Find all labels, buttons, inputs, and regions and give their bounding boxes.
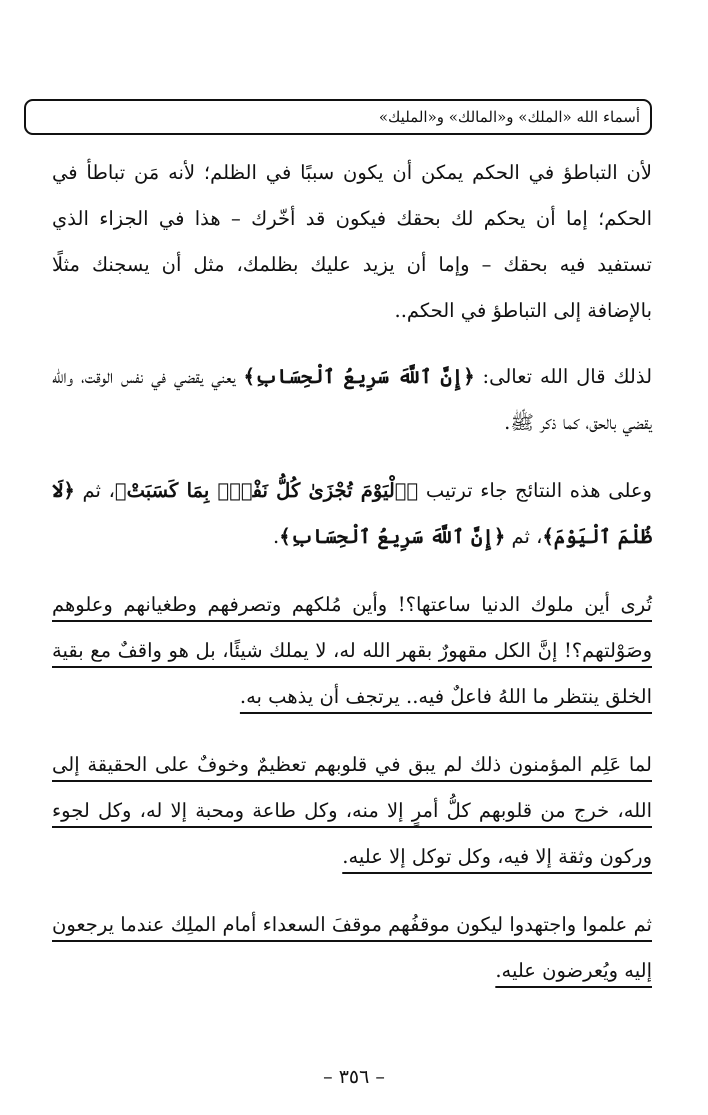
paragraph-3-text-start: وعلى هذه النتائج جاء ترتيب	[418, 479, 652, 502]
paragraph-4-underlined: تُرى أين ملوك الدنيا ساعتها؟! وأين مُلكهم وتصرفهم وطغيانهم وعلوهم وصَوْلتهم؟! إنَّ الكل مقهورٌ بقهر الله له، لا يملك شيئًا، بل هو واقفٌ مع بقية الخلق ينتظر ما اللهُ فاعلٌ فيه.. يرتجف أن يذهب به.	[52, 593, 652, 708]
paragraph-3-connector: ، ثم	[505, 525, 543, 548]
paragraph-3-connector: ، ثم	[74, 479, 115, 502]
page-number: – ٣٥٦ –	[323, 1066, 385, 1088]
paragraph-5-underlined: لما عَلِم المؤمنون ذلك لم يبق في قلوبهم تعظيمٌ وخوفٌ على الحقيقة إلى الله، خرج من قلوبهم كلُّ أمرٍ إلا منه، وكل طاعة ومحبة إلا له، وكل لجوء وركون وثقة إلا فيه، وكل توكل إلا عليه.	[52, 753, 652, 868]
paragraph-3	[52, 468, 652, 560]
paragraph-3-text-end: .	[273, 525, 280, 548]
quran-verse: ﴿إِنَّ ٱللَّهَ سَرِيعُ ٱلْحِسَابِ﴾	[243, 365, 475, 388]
quran-verse: ﴿إِنَّ ٱللَّهَ سَرِيعُ ٱلْحِسَابِ﴾	[279, 525, 506, 548]
paragraph-2-text-end: يعني يقضي في نفس الوقت، والله يقضي بالحق، كما ذكر ﷺ.	[52, 365, 652, 434]
quran-verse: ﴿ٱلْيَوْمَ تُجْزَىٰ كُلُّ نَفْسٍۭ بِمَا كَسَبَتْ﴾	[114, 479, 419, 502]
quran-verse: ﴿لَا ظُلْمَ ٱلْيَوْمَ﴾	[52, 479, 652, 548]
running-header	[24, 99, 652, 135]
page-body	[52, 150, 652, 1016]
paragraph-1: لأن التباطؤ في الحكم يمكن أن يكون سببًا في الظلم؛ لأنه مَن تباطأ في الحكم؛ إما أن يحكم لك بحقك فيكون قد أخّرك – هذا في الجزاء الذي تستفيد فيه بحقك – وإما أن يزيد عليك بظلمك، مثل أن يسجنك مثلًا بالإضافة إلى التباطؤ في الحكم..	[52, 161, 652, 322]
header-title: أسماء الله «الملك» و«المالك» و«المليك»	[378, 108, 640, 126]
paragraph-2	[52, 354, 652, 446]
paragraph-2-text-start: لذلك قال الله تعالى:	[474, 365, 653, 388]
paragraph-6-underlined: ثم علموا واجتهدوا ليكون موقفُهم موقفَ السعداء أمام الملِك عندما يرجعون إليه ويُعرضون عليه.	[52, 913, 652, 982]
